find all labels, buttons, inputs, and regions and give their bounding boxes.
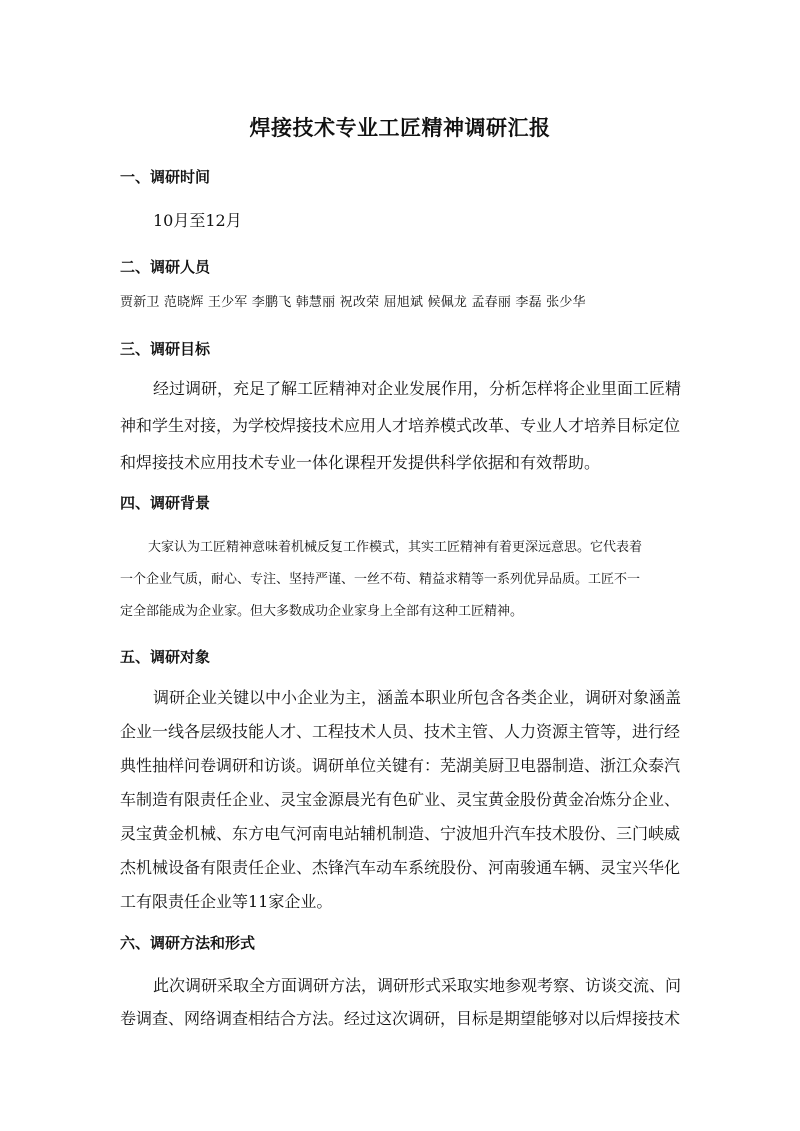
personnel-list: 贾新卫 范晓辉 王少军 李鹏飞 韩慧丽 祝改荣 屈旭斌 候佩龙 孟春丽 李磊 张少华: [120, 295, 586, 310]
paragraph-line: 此次调研采取全方面调研方法，调研形式采取实地参观考察、访谈交流、问: [153, 976, 682, 995]
paragraph-line: 企业一线各层级技能人才、工程技术人员、技术主管、人力资源主管等，进行经: [120, 722, 681, 741]
paragraph-line: 经过调研，充足了解工匠精神对企业发展作用，分析怎样将企业里面工匠精: [153, 379, 682, 398]
paragraph-line: 灵宝黄金机械、东方电气河南电站辅机制造、宁波旭升汽车技术股份、三门峡威: [120, 824, 681, 843]
paragraph-line: 神和学生对接，为学校焊接技术应用人才培养模式改革、专业人才培养目标定位: [120, 416, 681, 435]
paragraph-line: 工有限责任企业等11家企业。: [120, 892, 333, 911]
paragraph-line: 10月至12月: [153, 211, 242, 230]
section-heading-background: 四、调研背景: [120, 494, 211, 512]
document-title: 焊接技术专业工匠精神调研汇报: [249, 116, 551, 140]
paragraph-line: 典性抽样问卷调研和访谈。调研单位关键有：芜湖美厨卫电器制造、浙江众泰汽: [120, 756, 681, 775]
section-heading-personnel: 二、调研人员: [120, 258, 211, 276]
paragraph-line: 大家认为工匠精神意味着机械反复工作模式，其实工匠精神有着更深远意思。它代表着: [148, 540, 643, 555]
section-heading-methods: 六、调研方法和形式: [120, 934, 256, 952]
section-heading-time: 一、调研时间: [120, 168, 211, 186]
paragraph-line: 杰机械设备有限责任企业、杰锋汽车动车系统股份、河南骏通车辆、灵宝兴华化: [120, 858, 681, 877]
paragraph-line: 车制造有限责任企业、灵宝金源晨光有色矿业、灵宝黄金股份黄金冶炼分企业、: [120, 790, 681, 809]
paragraph-line: 和焊接技术应用技术专业一体化课程开发提供科学依据和有效帮助。: [120, 453, 601, 472]
section-heading-goal: 三、调研目标: [120, 340, 211, 358]
section-heading-subjects: 五、调研对象: [120, 648, 211, 666]
paragraph-line: 定全部能成为企业家。但大多数成功企业家身上全部有这种工匠精神。: [120, 604, 524, 619]
paragraph-line: 调研企业关键以中小企业为主，涵盖本职业所包含各类企业，调研对象涵盖: [153, 688, 682, 707]
paragraph-line: 卷调查、网络调查相结合方法。经过这次调研，目标是期望能够对以后焊接技术: [120, 1009, 681, 1028]
paragraph-line: 一个企业气质，耐心、专注、坚持严谨、一丝不苟、精益求精等一系列优异品质。工匠不一: [120, 572, 641, 587]
